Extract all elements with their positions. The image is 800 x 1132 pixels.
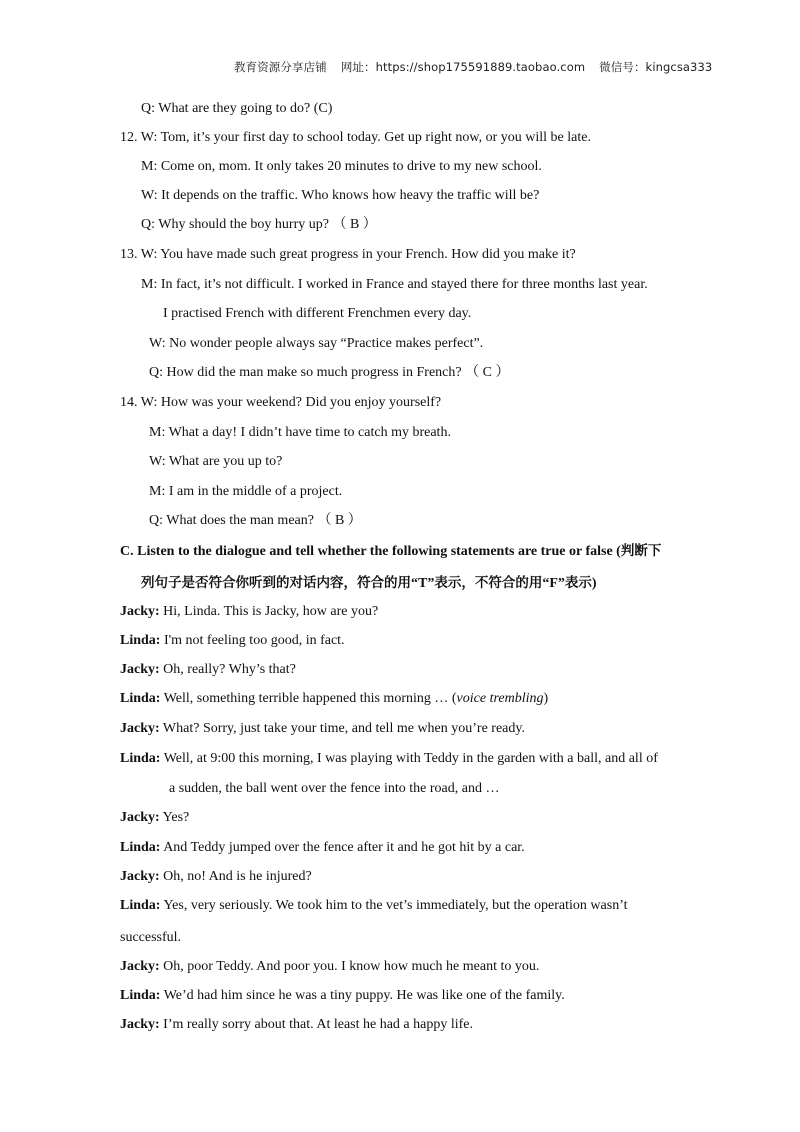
q12-man-line-1: M: Come on, mom. It only takes 20 minutes to drive to my new school. bbox=[141, 159, 542, 174]
utterance: Yes, very seriously. We took him to the vet’s immediately, but the operation wasn’t bbox=[160, 898, 628, 913]
speaker: Linda: bbox=[120, 840, 161, 855]
utterance: And Teddy jumped over the fence after it and he got hit by a car. bbox=[160, 840, 525, 855]
speaker: Jacky: bbox=[120, 869, 160, 884]
dialogue-line bbox=[120, 720, 525, 738]
section-c-title-en: C. Listen to the dialogue and tell whether the following statements are true or false ( bbox=[120, 544, 621, 559]
utterance: What? Sorry, just take your time, and tell me when you’re ready. bbox=[159, 721, 525, 736]
utterance: I'm not feeling too good, in fact. bbox=[160, 633, 345, 648]
q14-man-line-2: M: I am in the middle of a project. bbox=[149, 484, 343, 499]
utterance: Oh, no! And is he injured? bbox=[159, 869, 312, 884]
speaker: Linda: bbox=[120, 988, 161, 1003]
speaker: Jacky: bbox=[120, 721, 160, 736]
section-c-title-line-2 bbox=[141, 574, 597, 593]
utterance: Well, something terrible happened this morning … ( bbox=[160, 691, 457, 706]
section-c-title-t: “T” bbox=[411, 576, 435, 591]
dialogue-line bbox=[120, 1016, 473, 1034]
q12-woman-line-2: W: It depends on the traffic. Who knows how heavy the traffic will be? bbox=[141, 188, 540, 203]
q13-man-line-1: M: In fact, it’s not difficult. I worked in France and stayed there for three months last year. bbox=[141, 277, 648, 292]
section-c-title-cn-1: 判断下 bbox=[620, 543, 662, 559]
speaker: Jacky: bbox=[120, 959, 160, 974]
utterance-end: ) bbox=[543, 691, 549, 706]
dialogue-line-continuation: successful. bbox=[120, 930, 182, 945]
q13-woman-line-1: 13. W: You have made such great progress in your French. How did you make it? bbox=[120, 247, 576, 262]
q13-woman-line-2: W: No wonder people always say “Practice makes perfect”. bbox=[149, 336, 484, 351]
utterance: Oh, really? Why’s that? bbox=[159, 662, 296, 677]
dialogue-line bbox=[120, 661, 296, 679]
utterance: Hi, Linda. This is Jacky, how are you? bbox=[159, 604, 379, 619]
dialogue-line-continuation: a sudden, the ball went over the fence into the road, and … bbox=[169, 781, 500, 796]
q12-woman-line-1: 12. W: Tom, it’s your first day to school today. Get up right now, or you will be late. bbox=[120, 130, 591, 145]
speaker: Linda: bbox=[120, 633, 161, 648]
shop-name: 教育资源分享店铺 bbox=[234, 60, 327, 74]
q13-man-line-1-cont: I practised French with different Frenchmen every day. bbox=[163, 306, 472, 321]
utterance: Yes? bbox=[159, 810, 190, 825]
section-c-title-cn-2b: 表示，不符合的用 bbox=[434, 575, 543, 591]
q14-question: Q: What does the man mean? （ B ） bbox=[149, 513, 362, 528]
section-c-title-cn-2a: 列句子是否符合你听到的对话内容，符合的用 bbox=[141, 575, 411, 591]
utterance: We’d had him since he was a tiny puppy. He was like one of the family. bbox=[160, 988, 565, 1003]
utterance: Oh, poor Teddy. And poor you. I know how much he meant to you. bbox=[159, 959, 540, 974]
dialogue-line bbox=[120, 632, 345, 650]
dialogue-line bbox=[120, 809, 189, 827]
speaker: Jacky: bbox=[120, 1017, 160, 1032]
page-header bbox=[234, 59, 712, 75]
speaker: Linda: bbox=[120, 751, 161, 766]
utterance: Well, at 9:00 this morning, I was playing with Teddy in the garden with a ball, and all of bbox=[160, 751, 658, 766]
dialogue-line bbox=[120, 987, 565, 1005]
section-c-title-close: ) bbox=[591, 576, 597, 591]
speaker: Jacky: bbox=[120, 662, 160, 677]
speaker: Jacky: bbox=[120, 604, 160, 619]
q12-question: Q: Why should the boy hurry up? （ B ） bbox=[141, 217, 377, 232]
q14-woman-line-2: W: What are you up to? bbox=[149, 454, 283, 469]
wechat-id: 微信号：kingcsa333 bbox=[599, 60, 713, 74]
speaker: Jacky: bbox=[120, 810, 160, 825]
dialogue-line bbox=[120, 690, 548, 708]
dialogue-line bbox=[120, 897, 628, 915]
dialogue-line bbox=[120, 603, 378, 621]
section-c-title-cn-2c: 表示 bbox=[564, 575, 592, 591]
dialogue-line bbox=[120, 839, 525, 857]
speaker: Linda: bbox=[120, 691, 161, 706]
section-c-title-line-1 bbox=[120, 542, 661, 561]
speaker: Linda: bbox=[120, 898, 161, 913]
q14-woman-line-1: 14. W: How was your weekend? Did you enjoy yourself? bbox=[120, 395, 442, 410]
q14-man-line-1: M: What a day! I didn’t have time to catch my breath. bbox=[149, 425, 451, 440]
dialogue-line bbox=[120, 750, 658, 768]
shop-url: 网址：https://shop175591889.taobao.com bbox=[340, 60, 586, 74]
utterance: I’m really sorry about that. At least he had a happy life. bbox=[159, 1017, 474, 1032]
dialogue-line bbox=[120, 868, 312, 886]
section-c-title-f: “F” bbox=[542, 576, 565, 591]
q11-question: Q: What are they going to do? (C) bbox=[141, 101, 333, 116]
stage-direction: voice trembling bbox=[456, 691, 544, 706]
dialogue-line bbox=[120, 958, 539, 976]
q13-question: Q: How did the man make so much progress in French? （ C ） bbox=[149, 365, 510, 380]
